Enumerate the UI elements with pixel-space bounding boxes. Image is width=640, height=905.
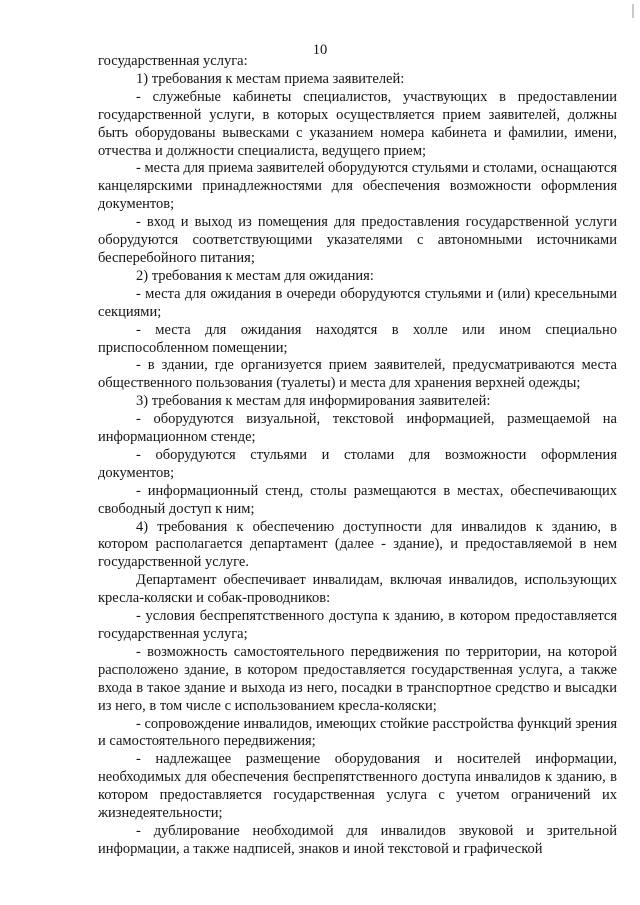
paragraph-item-3-heading: 3) требования к местам для информирования заявителей: (136, 393, 491, 410)
paragraph-item-2-heading: 2) требования к местам для ожидания: (136, 267, 374, 284)
paragraph: Департамент обеспечивает инвалидам, включая инвалидов, использующих кресла-коляски и собак-проводников: (98, 572, 621, 607)
paragraph: - оборудуются визуальной, текстовой информацией, размещаемой на информационном стенде; (98, 411, 621, 446)
paragraph: - в здании, где организуется прием заявителей, предусматриваются места общественного пользования (туалеты) и места для хранения верхней одежды; (98, 357, 621, 392)
paragraph: - места для приема заявителей оборудуются стульями и столами, оснащаются канцелярскими принадлежностями для обеспечения возможности оформления документов; (98, 160, 621, 213)
paragraph: - оборудуются стульями и столами для возможности оформления документов; (98, 446, 621, 481)
paragraph: - служебные кабинеты специалистов, участвующих в предоставлении государственной услуги, в которых осуществляется прием заявителей, должны быть оборудованы вывесками с указанием номера кабинета и фамилии, имени, отчества и должности специалиста, ведущего прием; (98, 88, 621, 159)
paragraph: - сопровождение инвалидов, имеющих стойкие расстройства функций зрения и самостоятельного передвижения; (98, 715, 621, 750)
document-body (98, 53, 621, 859)
scan-edge-mark (632, 4, 634, 18)
paragraph-continuation: государственная услуга: (98, 53, 248, 69)
paragraph-item-1-heading: 1) требования к местам приема заявителей: (136, 70, 405, 87)
paragraph: - вход и выход из помещения для предоставления государственной услуги оборудуются соответствующими указателями с автономными источниками бесперебойного питания; (98, 214, 621, 266)
paragraph: - места для ожидания находятся в холле или ином специально приспособленном помещении; (98, 321, 621, 356)
paragraph: - условия беспрепятственного доступа к зданию, в котором предоставляется государственная услуга; (98, 608, 621, 642)
paragraph: - надлежащее размещение оборудования и носителей информации, необходимых для обеспечения беспрепятственного доступа инвалидов к зданию, в котором предоставляется государственная услуга с учетом ограничений их жизнедеятельности; (98, 751, 621, 822)
paragraph: - информационный стенд, столы размещаются в местах, обеспечивающих свободный доступ к ним; (98, 482, 621, 517)
page-number: 10 (312, 42, 328, 58)
paragraph-item-4-heading: 4) требования к обеспечению доступности для инвалидов к зданию, в котором располагается департамент (далее - здание), и предоставляемой в нем государственной услуге. (98, 518, 621, 571)
paragraph: - возможность самостоятельного передвижения по территории, на которой расположено здание, в котором предоставляется государственная услуга, а также входа в такое здание и выхода из него, посадки в транспортное средство и высадки из него, в том числе с использованием кресла-коляски; (98, 643, 621, 714)
paragraph-truncated: - дублирование необходимой для инвалидов звуковой и зрительной информации, а также надписей, знаков и иной текстовой и графической (98, 822, 621, 857)
paragraph: - места для ожидания в очереди оборудуются стульями и (или) кресельными секциями; (98, 285, 621, 320)
